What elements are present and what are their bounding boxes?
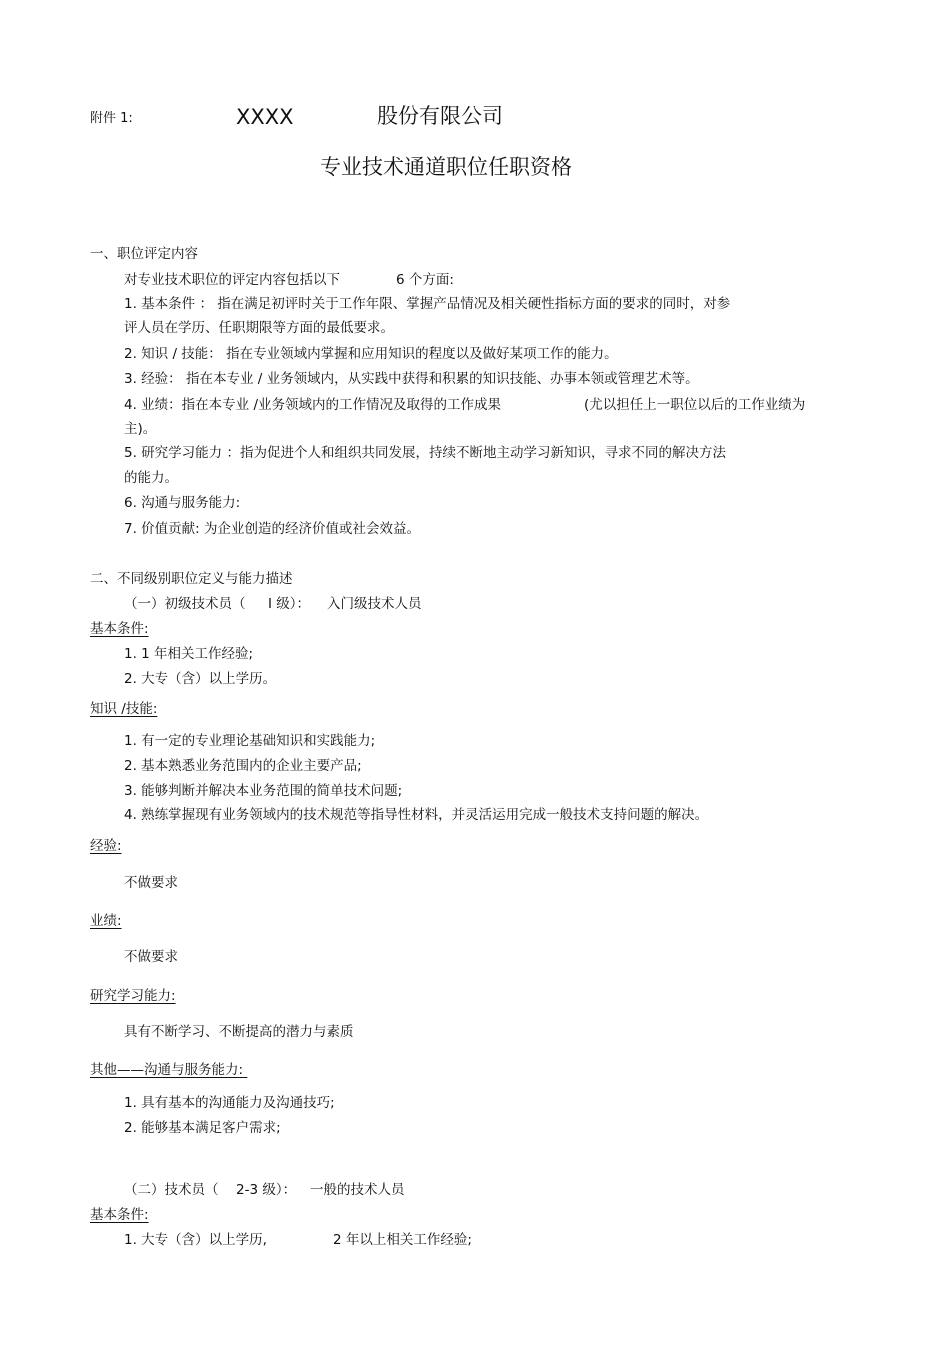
criteria-item-4-note: (尤以担任上一职位以后的工作业绩为	[584, 397, 806, 413]
level2-title-a: （二）技术员（	[124, 1182, 219, 1198]
level1-perf-text: 不做要求	[124, 949, 178, 965]
level1-other-item-1: 1. 具有基本的沟通能力及沟通技巧;	[124, 1095, 335, 1111]
section1-intro: 对专业技术职位的评定内容包括以下	[124, 272, 340, 288]
level2-title-c: 一般的技术人员	[310, 1182, 405, 1198]
level1-exp-label: 经验:	[90, 838, 122, 854]
level1-other-label-line	[243, 1064, 273, 1078]
section1-heading: 一、职位评定内容	[90, 246, 198, 262]
level2-basic-item-1: 1. 大专（含）以上学历,	[124, 1232, 267, 1248]
level2-basic-label: 基本条件:	[90, 1207, 149, 1223]
criteria-item-1-cont: 评人员在学历、任职期限等方面的最低要求。	[124, 320, 394, 336]
criteria-item-2: 2. 知识 / 技能： 指在专业领域内掌握和应用知识的程度以及做好某项工作的能力。	[124, 346, 618, 362]
level2-title-b: 2-3 级）：	[236, 1182, 297, 1198]
criteria-item-1: 1. 基本条件 ： 指在满足初评时关于工作年限、掌握产品情况及相关硬性指标方面的要求的同时，对参	[124, 296, 731, 312]
company-name: 股份有限公司	[377, 104, 503, 128]
section2-heading: 二、不同级别职位定义与能力描述	[90, 571, 293, 587]
criteria-item-4: 4. 业绩：指在本专业 /业务领域内的工作情况及取得的工作成果	[124, 397, 502, 413]
level1-skill-label: 知识 /技能:	[90, 701, 158, 717]
level1-skill-item-3: 3. 能够判断并解决本业务范围的简单技术问题;	[124, 783, 403, 799]
level1-exp-text: 不做要求	[124, 875, 178, 891]
level1-other-item-2: 2. 能够基本满足客户需求;	[124, 1120, 281, 1136]
page-title: 专业技术通道职位任职资格	[320, 155, 572, 179]
level1-basic-label: 基本条件:	[90, 621, 149, 637]
level2-basic-item-1-exp: 2 年以上相关工作经验;	[333, 1232, 472, 1248]
level1-title-b: Ⅰ 级）：	[268, 596, 311, 612]
level1-title-c: 入门级技术人员	[327, 596, 422, 612]
level1-basic-item-2: 2. 大专（含）以上学历。	[124, 671, 277, 687]
section1-intro-count: 6 个方面:	[396, 272, 454, 288]
criteria-item-5-cont: 的能力。	[124, 470, 178, 486]
level1-other-label-text: 其他——沟通与服务能力:	[90, 1062, 244, 1078]
attachment-label: 附件 1:	[90, 111, 133, 126]
level1-skill-item-2: 2. 基本熟悉业务范围内的企业主要产品;	[124, 758, 362, 774]
criteria-item-4-cont: 主)。	[124, 421, 157, 437]
level1-skill-item-1: 1. 有一定的专业理论基础知识和实践能力;	[124, 733, 376, 749]
level1-other-label	[90, 1064, 273, 1078]
criteria-item-6: 6. 沟通与服务能力:	[124, 495, 241, 511]
level1-perf-label: 业绩:	[90, 913, 122, 929]
criteria-item-3: 3. 经验： 指在本专业 / 业务领域内，从实践中获得和积累的知识技能、办事本领或管理艺术等。	[124, 371, 699, 387]
criteria-item-5: 5. 研究学习能力 ：指为促进个人和组织共同发展，持续不断地主动学习新知识，寻求不同的解决方法	[124, 445, 726, 461]
company-code: XXXX	[236, 105, 294, 129]
criteria-item-7: 7. 价值贡献: 为企业创造的经济价值或社会效益。	[124, 521, 421, 537]
level1-title-a: （一）初级技术员（	[124, 596, 246, 612]
level1-basic-item-1: 1. 1 年相关工作经验;	[124, 646, 254, 662]
level1-study-text: 具有不断学习、不断提高的潜力与素质	[124, 1024, 354, 1040]
level1-study-label: 研究学习能力:	[90, 988, 176, 1004]
level1-skill-item-4: 4. 熟练掌握现有业务领域内的技术规范等指导性材料，并灵活运用完成一般技术支持问题的解决。	[124, 807, 709, 823]
